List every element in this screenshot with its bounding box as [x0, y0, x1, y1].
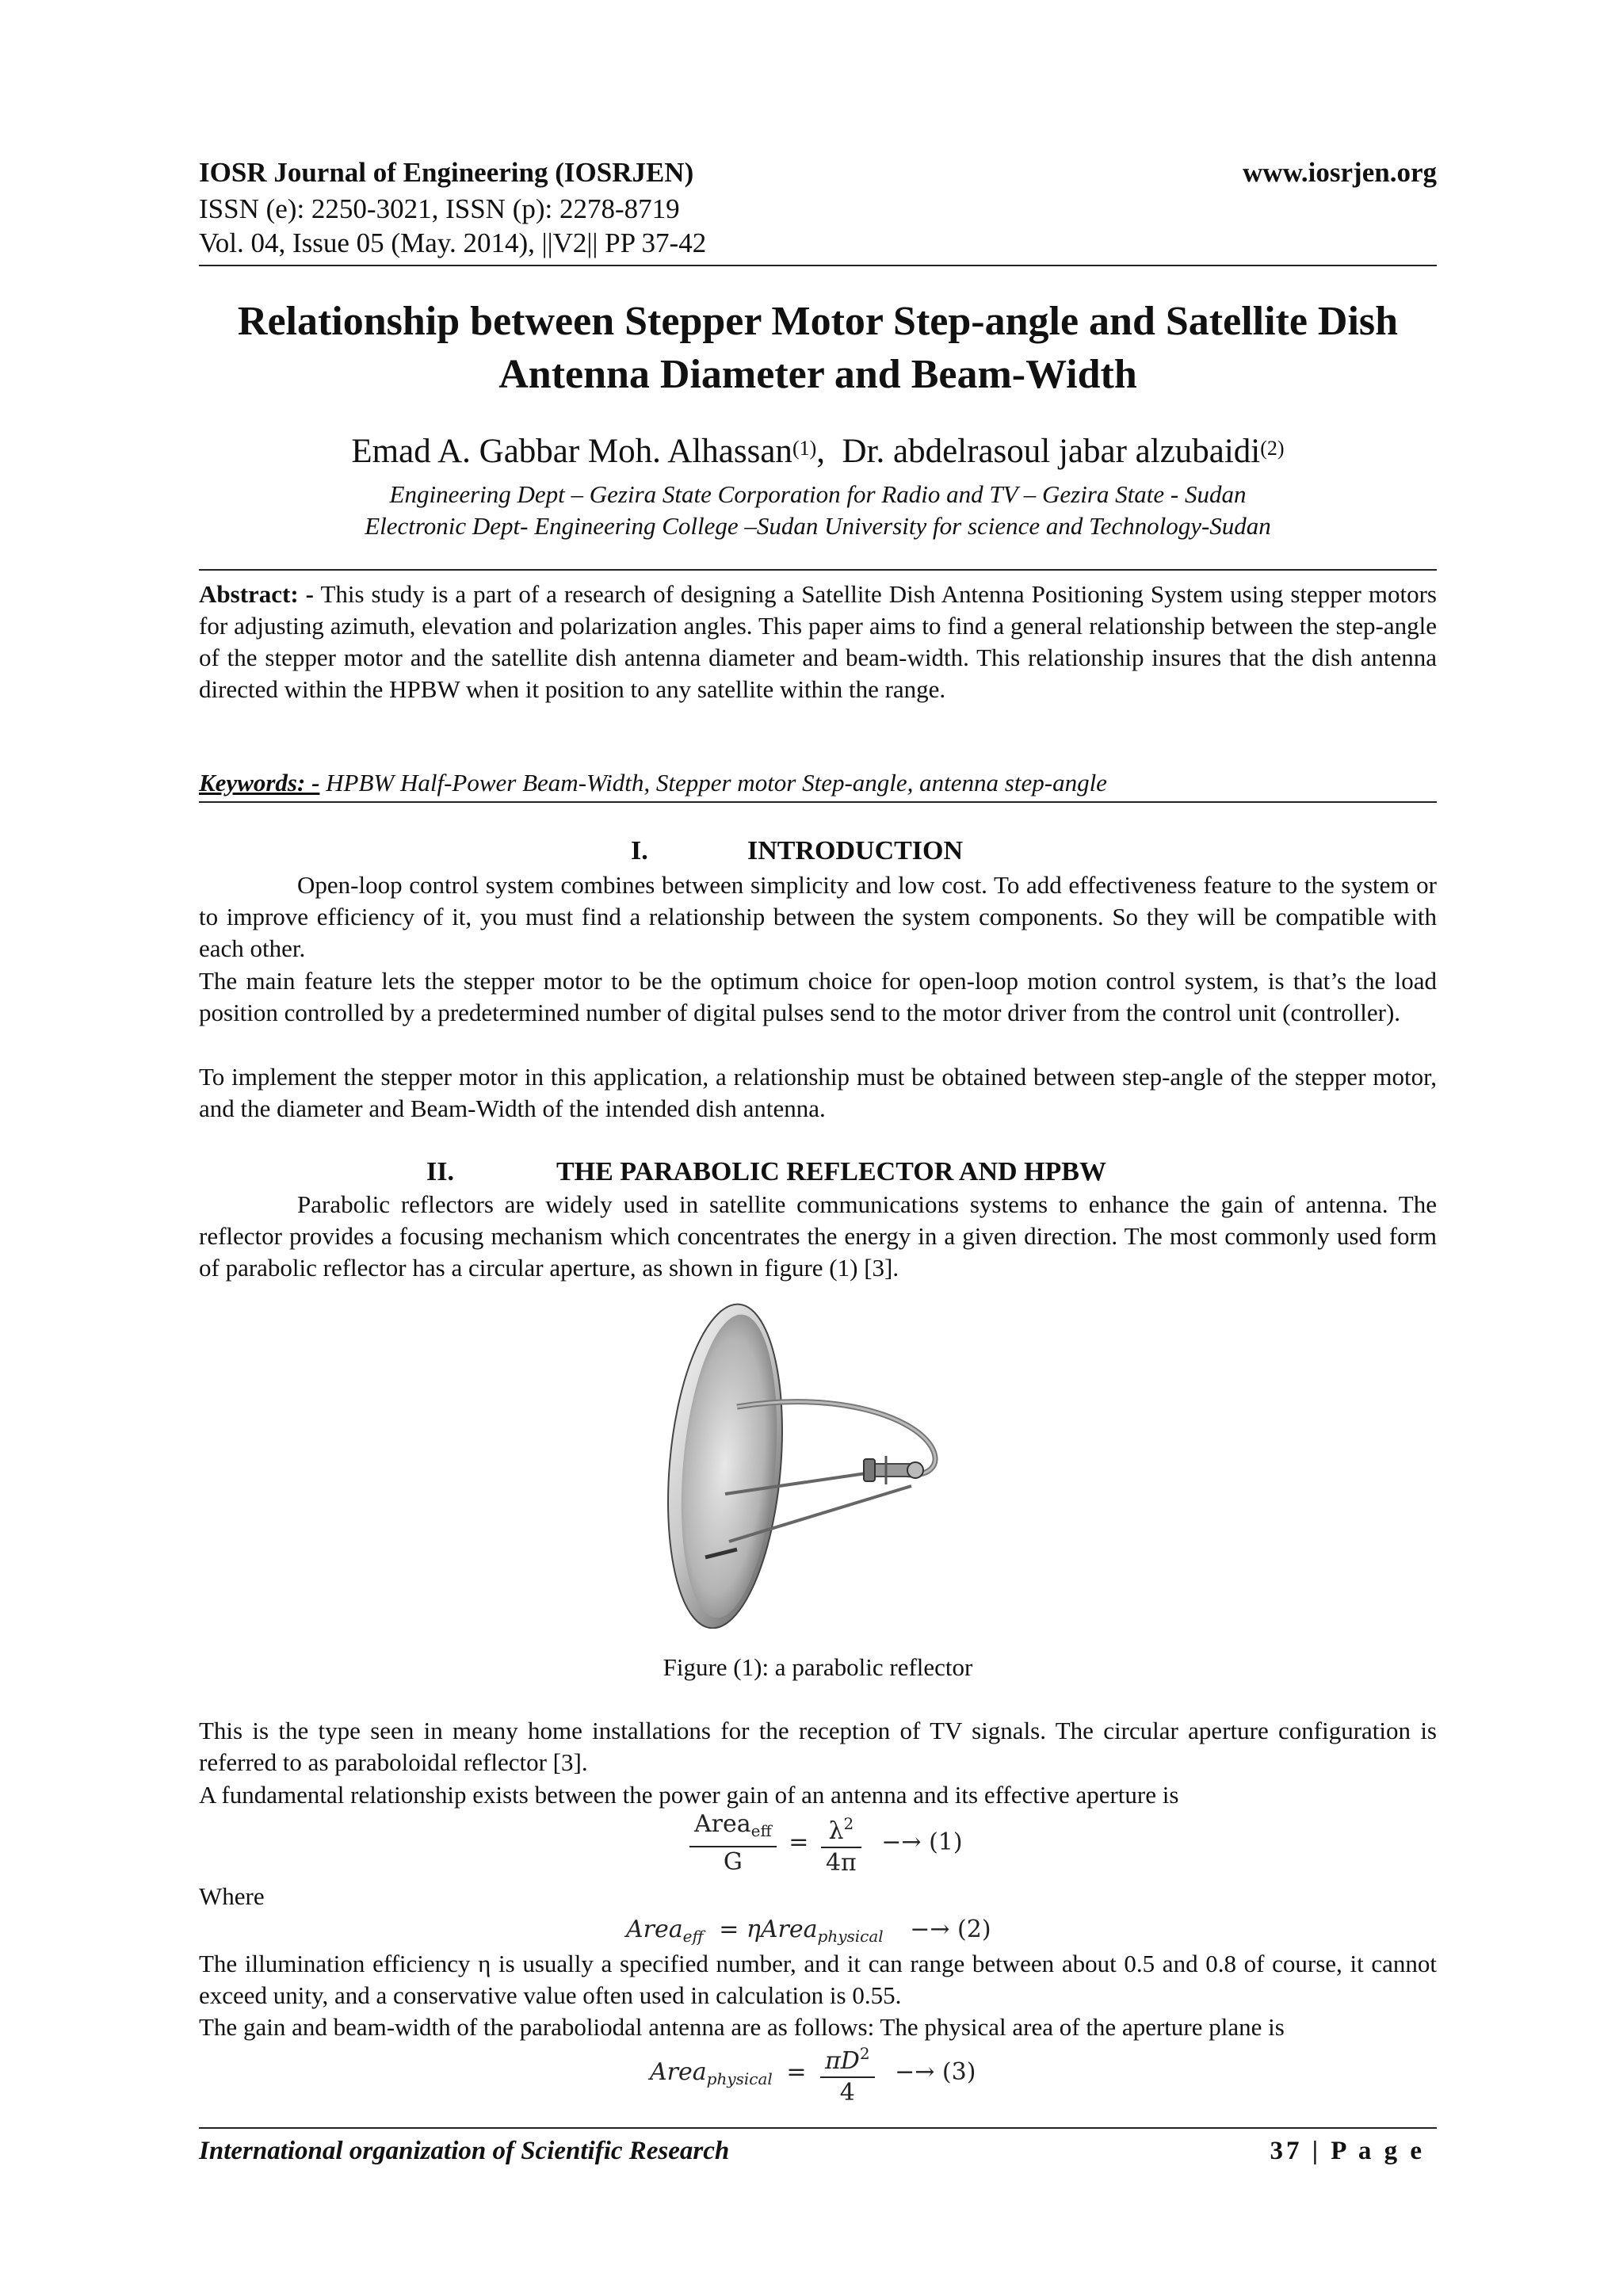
where-label: Where [199, 1882, 265, 1910]
author-2-ref: (2) [1260, 437, 1285, 460]
section-1-paragraph-1: Open-loop control system combines between simplicity and low cost. To add effectiveness feature to the system or to improve efficiency of it, you must find a relationship between the system components. So they will be compatible with each other. [199, 871, 1437, 962]
eq3-pi-d: πD [825, 2047, 860, 2075]
section-2-paragraph-2: This is the type seen in meany home installations for the reception of TV signals. The circular aperture configuration is referred to as paraboloidal reflector [3]. [199, 1717, 1437, 1776]
section-1-paragraph-3: To implement the stepper motor in this application, a relationship must be obtained between step-angle of the stepper motor, and the diameter and Beam-Width of the intended dish antenna. [199, 1063, 1437, 1122]
author-1-ref: (1) [792, 437, 817, 460]
eq1-area: Area [694, 1810, 751, 1838]
equation-3 [650, 2038, 976, 2108]
section-2-paragraph-5: The gain and beam-width of the paraboliodal antenna are as follows: The physical area of the aperture plane is [199, 2013, 1285, 2041]
eq3-lhs: Area [650, 2058, 707, 2086]
eq3-lhs-sub: physical [706, 2069, 773, 2088]
keywords-label: Keywords: - [199, 769, 320, 797]
volume-line: Vol. 04, Issue 05 (May. 2014), ||V2|| PP 37-42 [199, 227, 707, 258]
section-1-paragraph-2: The main feature lets the stepper motor to be the optimum choice for open-loop motion control system, is that’s the load position controlled by a predetermined number of digital pulses send to the motor driver from the control unit (controller). [199, 967, 1437, 1026]
section-2-paragraph-3: A fundamental relationship exists between the power gain of an antenna and its effective aperture is [199, 1781, 1179, 1809]
section-2-number: II. [426, 1157, 454, 1186]
equation-3-fraction [820, 2038, 875, 2108]
footer-divider [199, 2127, 1437, 2129]
equation-1-lhs-fraction [689, 1809, 777, 1878]
eq2-lhs-sub: eff [682, 1927, 704, 1946]
equation-1: $\frac{Area_{eff}}{G}$ = $\frac{\lambda^2}{4\pi}$ −→ (1) [689, 1809, 963, 1878]
journal-name: IOSR Journal of Engineering (IOSRJEN) [199, 157, 694, 188]
author-list: Emad A. Gabbar Moh. Alhassan$^{(1)}$, Dr. abdelrasoul jabar alzubaidi$^{(2)}$ [351, 433, 1285, 470]
eq2-lhs: Area [626, 1916, 683, 1943]
eq1-lambda-exp: 2 [843, 1814, 854, 1833]
equation-3-tag: −→ (3) [895, 2058, 976, 2086]
figure-1-caption: Figure (1): a parabolic reflector [663, 1653, 973, 1681]
abstract-text: This study is a part of a research of designing a Satellite Dish Antenna Positioning System using stepper motors for adjusting azimuth, elevation and polarization angles. This paper aims to find a general relationship between the step-angle of the stepper motor and the satellite dish antenna diameter and beam-width. This relationship insures that the dish antenna directed within the HPBW when it position to any satellite within the range. [199, 580, 1437, 703]
eq1-eff: eff [750, 1821, 772, 1840]
paper-title-line-2: Antenna Diameter and Beam-Width [498, 352, 1137, 397]
equation-2-tag: −→ (2) [910, 1916, 991, 1943]
eq3-equals: = [786, 2058, 807, 2086]
keywords-divider [199, 801, 1437, 803]
eq1-four-pi: 4π [825, 1849, 857, 1877]
paper-title-line-1: Relationship between Stepper Motor Step-angle and Satellite Dish [237, 299, 1399, 344]
parabolic-reflector-figure [650, 1288, 991, 1629]
abstract [199, 579, 1437, 705]
header-divider [199, 265, 1437, 266]
section-1-title: INTRODUCTION [747, 836, 964, 865]
eq2-rhs-sub: physical [817, 1927, 884, 1946]
footer-organization: International organization of Scientific Research [199, 2137, 730, 2165]
eq1-lambda: λ [828, 1817, 844, 1845]
affiliation-1: Engineering Dept – Gezira State Corporation for Radio and TV – Gezira State - Sudan [389, 480, 1247, 508]
equation-1-rhs-fraction [821, 1809, 861, 1878]
eq3-exp: 2 [859, 2044, 870, 2063]
author-1: Emad A. Gabbar Moh. Alhassan [351, 433, 792, 470]
eq3-four: 4 [839, 2079, 855, 2107]
journal-website[interactable]: www.iosrjen.org [1243, 157, 1437, 188]
author-2: Dr. abdelrasoul jabar alzubaidi [842, 433, 1261, 470]
eq1-gain: G [723, 1848, 743, 1876]
keywords [199, 767, 1437, 799]
eq2-rhs: = ηArea [719, 1916, 818, 1943]
section-2-paragraph-1: Parabolic reflectors are widely used in satellite communications systems to enhance the gain of antenna. The reflector provides a focusing mechanism which concentrates the energy in a given direction. The most commonly used form of parabolic reflector has a circular aperture, as shown in figure (1) [3]. [199, 1190, 1437, 1282]
section-2-paragraph-4: The illumination efficiency η is usually a specified number, and it can range between about 0.5 and 0.8 of course, it cannot exceed unity, and a conservative value often used in calculation is 0.55. [199, 1950, 1437, 2009]
abstract-label: Abstract: - [199, 580, 314, 608]
equation-2 [626, 1916, 991, 1950]
equation-1-tag: −→ (1) [881, 1828, 963, 1856]
section-2-title: THE PARABOLIC REFLECTOR AND HPBW [556, 1157, 1106, 1186]
keywords-text: HPBW Half-Power Beam-Width, Stepper motor Step-angle, antenna step-angle [326, 769, 1107, 797]
affiliation-2: Electronic Dept- Engineering College –Sudan University for science and Technology-Sudan [365, 512, 1271, 540]
section-1-number: I. [631, 836, 648, 865]
parabolic-reflector-image [650, 1288, 991, 1629]
page-number: 37 | P a g e [1270, 2137, 1425, 2165]
issn-line: ISSN (e): 2250-3021, ISSN (p): 2278-8719 [199, 193, 680, 224]
abstract-top-divider [199, 569, 1437, 571]
